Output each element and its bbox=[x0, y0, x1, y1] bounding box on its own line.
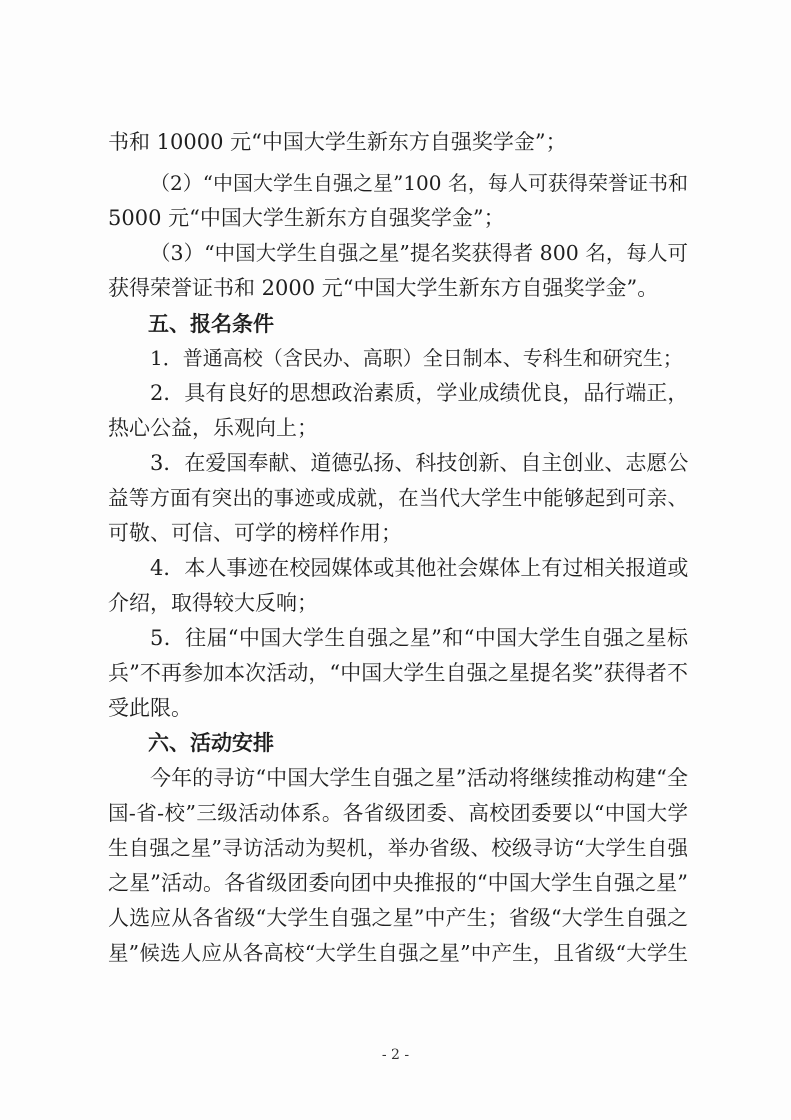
text-line: 生自强之星”寻访活动为契机，举办省级、校级寻访“大学生自强 bbox=[108, 836, 688, 860]
section-heading: 五、报名条件 bbox=[148, 312, 274, 336]
text-line: 4．本人事迹在校园媒体或其他社会媒体上有过相关报道或 bbox=[150, 556, 689, 580]
text-line: 2．具有良好的思想政治素质，学业成绩优良，品行端正， bbox=[150, 381, 689, 405]
text-line: 介绍，取得较大反响； bbox=[108, 591, 318, 615]
text-line: 今年的寻访“中国大学生自强之星”活动将继续推动构建“全 bbox=[150, 766, 688, 790]
section-heading: 六、活动安排 bbox=[148, 731, 274, 755]
text-line: 5000 元“中国大学生新东方自强奖学金”； bbox=[108, 206, 505, 230]
text-line: 可敬、可信、可学的榜样作用； bbox=[108, 521, 402, 545]
text-line: 1．普通高校（含民办、高职）全日制本、专科生和研究生； bbox=[150, 346, 683, 370]
text-line: 国-省-校”三级活动体系。各省级团委、高校团委要以“中国大学 bbox=[108, 801, 688, 825]
text-line: 3．在爱国奉献、道德弘扬、科技创新、自主创业、志愿公 bbox=[150, 451, 689, 475]
text-line: 受此限。 bbox=[108, 696, 192, 720]
text-line: 兵”不再参加本次活动，“中国大学生自强之星提名奖”获得者不 bbox=[108, 661, 688, 685]
text-line: 热心公益，乐观向上； bbox=[108, 416, 318, 440]
text-line: 益等方面有突出的事迹或成就，在当代大学生中能够起到可亲、 bbox=[108, 486, 688, 510]
text-line: 之星”活动。各省级团委向团中央推报的“中国大学生自强之星” bbox=[108, 871, 688, 895]
text-line: （2）“中国大学生自强之星”100 名，每人可获得荣誉证书和 bbox=[150, 171, 688, 195]
text-line: 人选应从各省级“大学生自强之星”中产生；省级“大学生自强之 bbox=[108, 906, 688, 930]
text-line: 5．往届“中国大学生自强之星”和“中国大学生自强之星标 bbox=[150, 626, 688, 650]
text-line: （3）“中国大学生自强之星”提名奖获得者 800 名，每人可 bbox=[150, 241, 688, 265]
text-line: 书和 10000 元“中国大学生新东方自强奖学金”； bbox=[108, 130, 567, 154]
text-line: 星”候选人应从各高校“大学生自强之星”中产生，且省级“大学生 bbox=[108, 941, 688, 965]
page-number: - 2 - bbox=[381, 1047, 410, 1063]
text-line: 获得荣誉证书和 2000 元“中国大学生新东方自强奖学金”。 bbox=[108, 276, 659, 300]
